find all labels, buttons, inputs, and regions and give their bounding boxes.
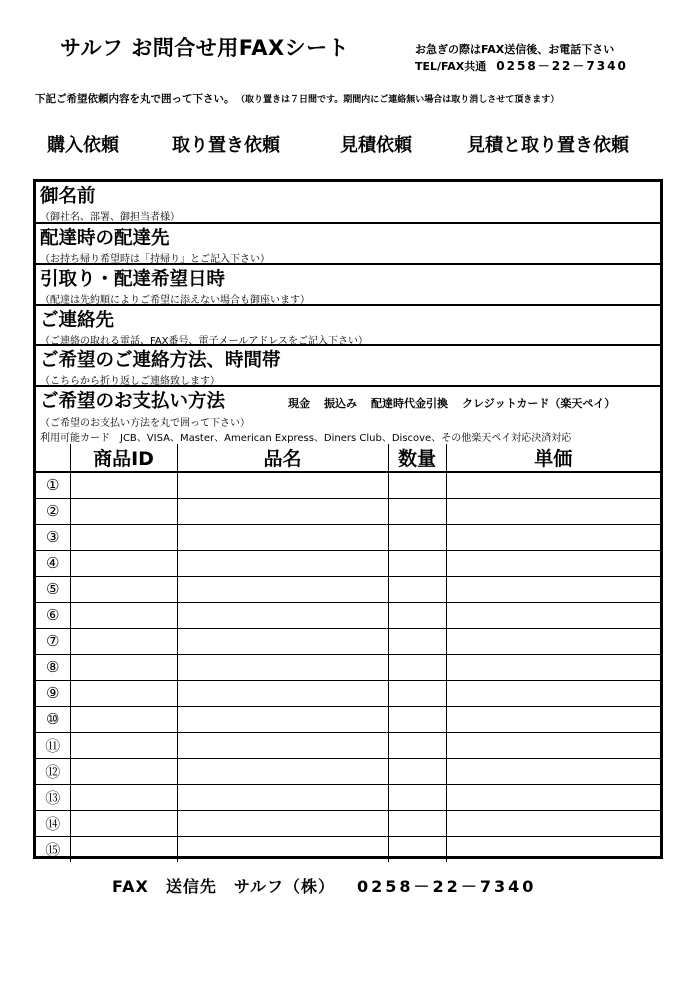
table-row [36,758,660,784]
quantity-cell[interactable] [388,498,446,524]
product-name-cell[interactable] [177,706,388,732]
product-id-cell[interactable] [70,732,177,758]
quantity-cell[interactable] [388,576,446,602]
table-row [36,524,660,550]
unit-price-cell[interactable] [446,498,660,524]
section-contact[interactable] [36,306,660,346]
footer-label: FAX 送信先 サルフ（株） [112,877,336,896]
section-delivery-address[interactable] [36,224,660,265]
product-id-cell[interactable] [70,550,177,576]
table-row [36,680,660,706]
header-product-name: 品名 [177,444,388,472]
section-pickup-datetime-heading: 引取り・配達希望日時 [40,269,226,290]
quantity-cell[interactable] [388,654,446,680]
section-delivery-address-sub: （お持ち帰り希望時は「持帰り」とご記入下さい） [40,254,270,265]
payment-options [288,395,629,411]
tel-fax-line [415,57,628,74]
unit-price-cell[interactable] [446,602,660,628]
table-row [36,550,660,576]
row-number: ⑫ [36,758,70,784]
product-name-cell[interactable] [177,524,388,550]
product-name-cell[interactable] [177,654,388,680]
payment-option-cash[interactable]: 現金 [288,397,310,410]
product-id-cell[interactable] [70,472,177,498]
instruction [35,91,559,106]
quantity-cell[interactable] [388,784,446,810]
section-contact-method-sub: （こちらから折り返しご連絡致します） [40,376,220,387]
header-product-id: 商品ID [70,444,177,472]
product-id-cell[interactable] [70,810,177,836]
urgent-note: お急ぎの際はFAX送信後、お電話下さい [415,43,615,56]
quantity-cell[interactable] [388,628,446,654]
unit-price-cell[interactable] [446,784,660,810]
product-name-cell[interactable] [177,680,388,706]
page-title: サルフ お問合せ用FAXシート [60,36,350,60]
unit-price-cell[interactable] [446,576,660,602]
product-name-cell[interactable] [177,628,388,654]
option-purchase[interactable]: 購入依頼 [47,135,119,156]
row-number: ⑬ [36,784,70,810]
product-id-cell[interactable] [70,706,177,732]
product-id-cell[interactable] [70,680,177,706]
table-row [36,836,660,862]
unit-price-cell[interactable] [446,628,660,654]
quantity-cell[interactable] [388,602,446,628]
footer [112,874,536,897]
quantity-cell[interactable] [388,524,446,550]
section-contact-method[interactable] [36,346,660,387]
row-number: ⑦ [36,628,70,654]
option-reserve[interactable]: 取り置き依頼 [172,135,280,156]
product-name-cell[interactable] [177,550,388,576]
row-number: ⑭ [36,810,70,836]
unit-price-cell[interactable] [446,758,660,784]
table-row [36,654,660,680]
product-name-cell[interactable] [177,810,388,836]
table-row [36,602,660,628]
section-contact-heading: ご連絡先 [40,310,115,331]
section-delivery-address-heading: 配達時の配達先 [40,228,170,249]
quantity-cell[interactable] [388,706,446,732]
footer-fax-number: 0258－22－7340 [357,877,537,896]
row-number: ② [36,498,70,524]
unit-price-cell[interactable] [446,706,660,732]
row-number: ④ [36,550,70,576]
table-row [36,472,660,498]
unit-price-cell[interactable] [446,524,660,550]
table-row [36,784,660,810]
product-name-cell[interactable] [177,498,388,524]
section-name-sub: （御社名、部署、御担当者様） [40,212,180,223]
row-number: ③ [36,524,70,550]
product-name-cell[interactable] [177,576,388,602]
section-payment-heading: ご希望のお支払い方法 [40,391,226,412]
product-id-cell[interactable] [70,498,177,524]
accepted-cards: 利用可能カード JCB、VISA、Master、American Express、Diners Club、Discove、その他楽天ペイ対応決済対応 [40,433,572,444]
unit-price-cell[interactable] [446,472,660,498]
section-contact-sub: （ご連絡の取れる電話、FAX番号、電子メールアドレスをご記入下さい） [40,336,369,347]
product-name-cell[interactable] [177,758,388,784]
table-row [36,706,660,732]
tel-fax-label: TEL/FAX共通 [415,60,487,73]
row-number: ⑩ [36,706,70,732]
quantity-cell[interactable] [388,836,446,862]
order-table-header [36,444,660,472]
unit-price-cell[interactable] [446,732,660,758]
row-number: ⑪ [36,732,70,758]
table-row [36,810,660,836]
row-number: ⑮ [36,836,70,862]
header-quantity: 数量 [388,444,446,472]
product-name-cell[interactable] [177,472,388,498]
instruction-note: （取り置きは７日間です。期間内にご連絡無い場合は取り消しさせて頂きます） [240,95,560,105]
section-pickup-datetime-sub: （配達は先約順によりご希望に添えない場合も御座います） [40,295,310,306]
unit-price-cell[interactable] [446,836,660,862]
quantity-cell[interactable] [388,758,446,784]
quantity-cell[interactable] [388,680,446,706]
quantity-cell[interactable] [388,810,446,836]
section-payment-sub: （ご希望のお支払い方法を丸で囲って下さい） [40,418,250,429]
option-estimate[interactable]: 見積依頼 [340,135,412,156]
product-id-cell[interactable] [70,602,177,628]
section-contact-method-heading: ご希望のご連絡方法、時間帯 [40,350,281,371]
tel-fax-number: 0258－22－7340 [496,59,628,73]
product-id-cell[interactable] [70,836,177,862]
instruction-main: 下記ご希望依頼内容を丸で囲って下さい。 [35,93,235,105]
product-id-cell[interactable] [70,758,177,784]
quantity-cell[interactable] [388,550,446,576]
row-number: ⑧ [36,654,70,680]
table-row [36,628,660,654]
product-id-cell[interactable] [70,524,177,550]
row-number: ① [36,472,70,498]
row-number: ⑤ [36,576,70,602]
table-row [36,732,660,758]
quantity-cell[interactable] [388,732,446,758]
row-number: ⑥ [36,602,70,628]
table-row [36,576,660,602]
payment-option-transfer[interactable]: 振込み [324,397,357,410]
row-number: ⑨ [36,680,70,706]
header-unit-price: 単価 [446,444,660,472]
payment-option-cod[interactable]: 配達時代金引換 [371,397,448,410]
section-name[interactable] [36,182,660,224]
option-estimate-reserve[interactable]: 見積と取り置き依頼 [467,135,629,156]
product-id-cell[interactable] [70,784,177,810]
table-row [36,498,660,524]
product-name-cell[interactable] [177,836,388,862]
inquiry-form [33,179,663,859]
payment-option-credit[interactable]: クレジットカード（楽天ペイ） [462,397,616,410]
section-payment [36,387,660,444]
product-name-cell[interactable] [177,602,388,628]
unit-price-cell[interactable] [446,550,660,576]
unit-price-cell[interactable] [446,680,660,706]
unit-price-cell[interactable] [446,654,660,680]
section-pickup-datetime[interactable] [36,265,660,306]
section-name-heading: 御名前 [40,186,96,207]
product-id-cell[interactable] [70,654,177,680]
order-table [36,444,660,862]
quantity-cell[interactable] [388,472,446,498]
header-number [36,444,70,472]
product-id-cell[interactable] [70,576,177,602]
product-name-cell[interactable] [177,784,388,810]
product-id-cell[interactable] [70,628,177,654]
unit-price-cell[interactable] [446,810,660,836]
product-name-cell[interactable] [177,732,388,758]
